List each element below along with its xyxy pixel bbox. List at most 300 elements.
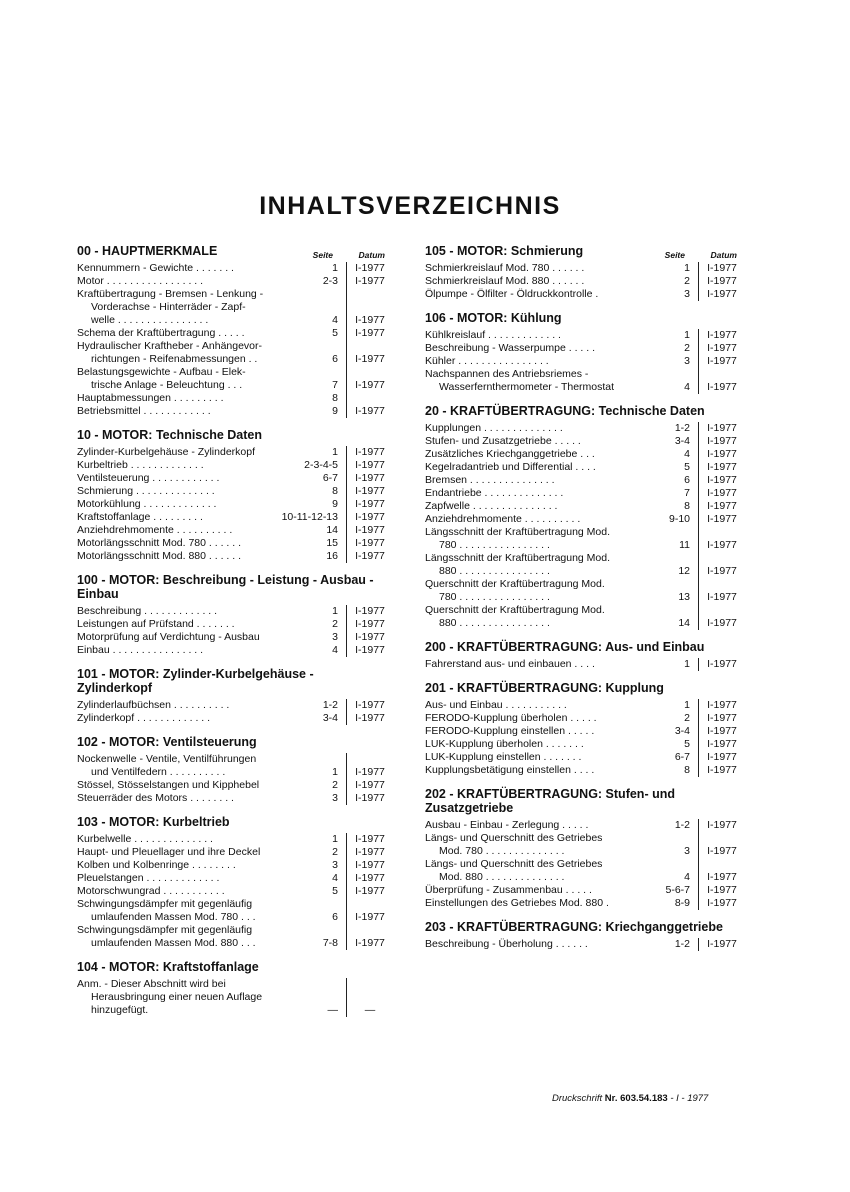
- entry-text: Stössel, Stösselstangen und Kipphebel: [77, 779, 260, 791]
- entry-page: 1: [684, 699, 690, 711]
- entry-page: 6-7: [674, 751, 690, 763]
- entry-page: 5: [332, 327, 338, 339]
- toc-entry: [77, 537, 393, 550]
- entry-text: Hauptabmessungen . . . . . . . . .: [77, 392, 224, 404]
- entry-text: Schmierkreislauf Mod. 780 . . . . . .: [425, 262, 585, 274]
- toc-entry: [77, 498, 393, 511]
- entry-text: Vorderachse - Hinterräder - Zapf-: [91, 301, 246, 313]
- entry-date: I-1977: [355, 618, 385, 630]
- entry-page: 4: [332, 644, 338, 656]
- toc-entry: [77, 275, 393, 288]
- entry-date: I-1977: [707, 342, 737, 354]
- section-heading-text: 100 - MOTOR: Beschreibung - Leistung - Ausbau - Einbau: [77, 573, 374, 601]
- entry-date: I-1977: [355, 353, 385, 365]
- entry-date: I-1977: [355, 779, 385, 791]
- entry-text: Endantriebe . . . . . . . . . . . . . .: [425, 487, 564, 499]
- entry-page: 3-4: [674, 725, 690, 737]
- entry-date: I-1977: [707, 819, 737, 831]
- entry-text: Kupplungsbetätigung einstellen . . . .: [425, 764, 595, 776]
- toc-entry: [77, 392, 393, 405]
- entry-text: 880 . . . . . . . . . . . . . . . .: [439, 565, 550, 577]
- toc-entry: [425, 461, 745, 474]
- entry-date: I-1977: [355, 459, 385, 471]
- toc-entry: [425, 845, 745, 858]
- column-divider: [346, 753, 347, 766]
- entry-page: 9-10: [668, 513, 690, 525]
- section-heading: [77, 735, 393, 749]
- toc-section: [77, 735, 393, 805]
- column-divider: [346, 366, 347, 379]
- entry-page: 4: [684, 448, 690, 460]
- entry-date: I-1977: [707, 897, 737, 909]
- toc-entry: [77, 472, 393, 485]
- entry-page: 5-6-7: [665, 884, 690, 896]
- toc-entry: [425, 712, 745, 725]
- datum-column-header: Datum: [358, 250, 385, 260]
- section-heading: [77, 815, 393, 829]
- entry-date: I-1977: [707, 448, 737, 460]
- section-heading: [425, 920, 745, 934]
- entry-page: 11: [679, 539, 690, 551]
- entry-date: I-1977: [355, 792, 385, 804]
- entry-page: 13: [678, 591, 690, 603]
- entry-text: Schwingungsdämpfer mit gegenläufig: [77, 924, 253, 936]
- column-divider: [346, 978, 347, 991]
- toc-entry: [77, 446, 393, 459]
- entry-date: I-1977: [355, 937, 385, 949]
- toc-entry: [77, 872, 393, 885]
- entry-date: I-1977: [707, 474, 737, 486]
- entry-date: I-1977: [355, 605, 385, 617]
- entry-page: 4: [332, 314, 338, 326]
- column-divider: [698, 858, 699, 871]
- entry-text: Kühlkreislauf . . . . . . . . . . . . .: [425, 329, 561, 341]
- toc-entry: [425, 262, 745, 275]
- toc-entry: [77, 314, 393, 327]
- toc-entry: [425, 617, 745, 630]
- entry-text: Überprüfung - Zusammenbau . . . . .: [425, 884, 592, 896]
- entry-text: und Ventilfedern . . . . . . . . . .: [91, 766, 226, 778]
- toc-entry: [77, 550, 393, 563]
- entry-date: I-1977: [355, 885, 385, 897]
- toc-entry: [425, 435, 745, 448]
- entry-text: 780 . . . . . . . . . . . . . . . .: [439, 539, 550, 551]
- entry-page: 8: [684, 500, 690, 512]
- entry-date: —: [364, 1004, 376, 1016]
- column-divider: [346, 991, 347, 1004]
- entry-page: 3: [684, 288, 690, 300]
- toc-entry: [425, 591, 745, 604]
- entry-text: Steuerräder des Motors . . . . . . . .: [77, 792, 234, 804]
- entry-page: 6: [332, 353, 338, 365]
- entry-date: I-1977: [707, 288, 737, 300]
- entry-date: I-1977: [355, 537, 385, 549]
- entry-page: 1: [684, 658, 690, 670]
- section-heading: [425, 311, 745, 325]
- toc-entry: [77, 859, 393, 872]
- toc-entry: [425, 578, 745, 591]
- entry-text: umlaufenden Massen Mod. 880 . . .: [91, 937, 256, 949]
- toc-entry: [77, 459, 393, 472]
- toc-entry: [77, 699, 393, 712]
- toc-entry: [425, 355, 745, 368]
- entry-text: Längs- und Querschnitt des Getriebes: [425, 858, 603, 870]
- entry-text: Beschreibung . . . . . . . . . . . . .: [77, 605, 218, 617]
- toc-entry: [425, 751, 745, 764]
- entry-page: 14: [326, 524, 338, 536]
- entry-page: 8: [332, 392, 338, 404]
- entry-page: 6: [684, 474, 690, 486]
- entry-text: Querschnitt der Kraftübertragung Mod.: [425, 578, 605, 590]
- entry-page: 2: [684, 712, 690, 724]
- seite-column-header: Seite: [312, 250, 333, 260]
- section-heading: [425, 787, 745, 815]
- footer-suffix: - I - 1977: [670, 1093, 709, 1104]
- toc-entry: [425, 884, 745, 897]
- entry-date: I-1977: [355, 631, 385, 643]
- toc-entry: [425, 275, 745, 288]
- entry-date: I-1977: [355, 327, 385, 339]
- entry-text: FERODO-Kupplung einstellen . . . . .: [425, 725, 595, 737]
- entry-date: I-1977: [355, 846, 385, 858]
- toc-entry: [77, 911, 393, 924]
- section-heading: [77, 428, 393, 442]
- entry-date: I-1977: [355, 379, 385, 391]
- entry-page: 1: [332, 833, 338, 845]
- entry-text: Kolben und Kolbenringe . . . . . . . .: [77, 859, 236, 871]
- entry-page: 7: [684, 487, 690, 499]
- toc-entry: [425, 342, 745, 355]
- entry-date: I-1977: [707, 751, 737, 763]
- entry-date: I-1977: [355, 644, 385, 656]
- entry-date: I-1977: [707, 658, 737, 670]
- entry-date: I-1977: [355, 872, 385, 884]
- entry-page: —: [327, 1004, 338, 1016]
- entry-text: Bremsen . . . . . . . . . . . . . . .: [425, 474, 555, 486]
- entry-date: I-1977: [707, 725, 737, 737]
- entry-text: Anm. - Dieser Abschnitt wird bei: [77, 978, 226, 990]
- entry-date: I-1977: [355, 712, 385, 724]
- section-heading-text: 20 - KRAFTÜBERTRAGUNG: Technische Daten: [425, 404, 705, 418]
- entry-date: I-1977: [707, 513, 737, 525]
- entry-date: I-1977: [707, 712, 737, 724]
- entry-page: 1-2: [674, 938, 690, 950]
- entry-text: Kegelradantrieb und Differential . . . .: [425, 461, 596, 473]
- entry-date: I-1977: [707, 435, 737, 447]
- section-heading: [77, 960, 393, 974]
- entry-date: I-1977: [707, 329, 737, 341]
- toc-entry: [77, 288, 393, 301]
- toc-entry: [77, 618, 393, 631]
- entry-text: Fahrerstand aus- und einbauen . . . .: [425, 658, 595, 670]
- toc-entry: [425, 552, 745, 565]
- entry-date: I-1977: [707, 764, 737, 776]
- entry-text: Anziehdrehmomente . . . . . . . . . .: [77, 524, 233, 536]
- left-column: [77, 244, 393, 1027]
- entry-page: 10-11-12-13: [281, 511, 338, 523]
- toc-entry: [425, 938, 745, 951]
- entry-page: 6-7: [322, 472, 338, 484]
- entry-page: 5: [332, 885, 338, 897]
- entry-text: Anziehdrehmomente . . . . . . . . . .: [425, 513, 581, 525]
- entry-page: 2: [684, 275, 690, 287]
- section-heading-text: 101 - MOTOR: Zylinder-Kurbelgehäuse - Zylinderkopf: [77, 667, 314, 695]
- entry-page: 3-4: [322, 712, 338, 724]
- entry-page: 14: [678, 617, 690, 629]
- toc-section: [425, 640, 745, 671]
- entry-date: I-1977: [707, 938, 737, 950]
- entry-page: 12: [678, 565, 690, 577]
- toc-entry: [425, 422, 745, 435]
- entry-date: I-1977: [707, 565, 737, 577]
- section-heading: [425, 681, 745, 695]
- column-divider: [698, 832, 699, 845]
- entry-page: 1: [332, 446, 338, 458]
- entry-date: I-1977: [707, 738, 737, 750]
- entry-page: 8: [684, 764, 690, 776]
- entry-text: Beschreibung - Wasserpumpe . . . . .: [425, 342, 596, 354]
- toc-entry: [425, 604, 745, 617]
- entry-page: 1-2: [674, 819, 690, 831]
- column-divider: [346, 898, 347, 911]
- right-column: [425, 244, 745, 961]
- entry-date: I-1977: [707, 884, 737, 896]
- toc-entry: [425, 474, 745, 487]
- entry-text: Längsschnitt der Kraftübertragung Mod.: [425, 526, 611, 538]
- toc-section: [77, 960, 393, 1017]
- toc-entry: [425, 858, 745, 871]
- toc-entry: [77, 524, 393, 537]
- entry-page: 4: [684, 871, 690, 883]
- toc-entry: [77, 340, 393, 353]
- toc-entry: [425, 832, 745, 845]
- entry-date: I-1977: [355, 498, 385, 510]
- entry-text: Hydraulischer Kraftheber - Anhängevor-: [77, 340, 263, 352]
- entry-text: Schmierkreislauf Mod. 880 . . . . . .: [425, 275, 585, 287]
- entry-date: I-1977: [707, 699, 737, 711]
- toc-entry: [77, 327, 393, 340]
- toc-entry: [77, 978, 393, 991]
- entry-page: 1: [332, 605, 338, 617]
- toc-entry: [77, 792, 393, 805]
- entry-text: Kurbeltrieb . . . . . . . . . . . . .: [77, 459, 204, 471]
- entry-text: Herausbringung einer neuen Auflage: [91, 991, 263, 1003]
- toc-entry: [425, 871, 745, 884]
- section-heading-text: 10 - MOTOR: Technische Daten: [77, 428, 262, 442]
- footer-label: Druckschrift: [552, 1093, 603, 1104]
- toc-entry: [77, 366, 393, 379]
- entry-text: umlaufenden Massen Mod. 780 . . .: [91, 911, 256, 923]
- entry-date: I-1977: [355, 833, 385, 845]
- column-divider: [698, 604, 699, 617]
- entry-text: Ausbau - Einbau - Zerlegung . . . . .: [425, 819, 589, 831]
- toc-entry: [425, 819, 745, 832]
- entry-text: Zusätzliches Kriechganggetriebe . . .: [425, 448, 595, 460]
- entry-text: Nockenwelle - Ventile, Ventilführungen: [77, 753, 257, 765]
- entry-date: I-1977: [707, 487, 737, 499]
- toc-entry: [77, 485, 393, 498]
- entry-text: Motorprüfung auf Verdichtung - Ausbau: [77, 631, 260, 643]
- toc-section: [425, 404, 745, 630]
- toc-entry: [425, 288, 745, 301]
- entry-date: I-1977: [707, 871, 737, 883]
- entry-text: trische Anlage - Beleuchtung . . .: [91, 379, 243, 391]
- toc-entry: [77, 779, 393, 792]
- section-heading: [77, 244, 393, 258]
- section-heading: [425, 640, 745, 654]
- entry-text: Kühler . . . . . . . . . . . . . . . .: [425, 355, 549, 367]
- entry-page: 3: [332, 631, 338, 643]
- entry-date: I-1977: [355, 550, 385, 562]
- entry-page: 2-3: [322, 275, 338, 287]
- toc-entry: [425, 526, 745, 539]
- toc-section: [77, 667, 393, 725]
- section-heading-text: 106 - MOTOR: Kühlung: [425, 311, 562, 325]
- entry-page: 8: [332, 485, 338, 497]
- toc-entry: [77, 766, 393, 779]
- toc-entry: [425, 738, 745, 751]
- toc-entry: [425, 448, 745, 461]
- entry-text: richtungen - Reifenabmessungen . .: [91, 353, 258, 365]
- toc-section: [425, 920, 745, 951]
- entry-date: I-1977: [355, 766, 385, 778]
- footer: [552, 1093, 708, 1104]
- entry-page: 3: [332, 859, 338, 871]
- entry-text: Haupt- und Pleuellager und ihre Deckel: [77, 846, 261, 858]
- seite-column-header: Seite: [664, 250, 685, 260]
- toc-entry: [77, 405, 393, 418]
- entry-date: I-1977: [707, 461, 737, 473]
- toc-entry: [425, 725, 745, 738]
- section-heading: [77, 573, 393, 601]
- column-divider: [346, 340, 347, 353]
- entry-page: 2: [332, 846, 338, 858]
- entry-text: LUK-Kupplung überholen . . . . . . .: [425, 738, 584, 750]
- column-divider: [346, 392, 347, 405]
- entry-text: Nachspannen des Antriebsriemes -: [425, 368, 589, 380]
- section-heading-text: 200 - KRAFTÜBERTRAGUNG: Aus- und Einbau: [425, 640, 705, 654]
- section-heading: [77, 667, 393, 695]
- entry-text: Beschreibung - Überholung . . . . . .: [425, 938, 588, 950]
- toc-entry: [425, 658, 745, 671]
- toc-entry: [425, 565, 745, 578]
- entry-text: Belastungsgewichte - Aufbau - Elek-: [77, 366, 246, 378]
- toc-entry: [425, 699, 745, 712]
- entry-page: 2-3-4-5: [304, 459, 338, 471]
- entry-text: Stufen- und Zusatzgetriebe . . . . .: [425, 435, 581, 447]
- entry-text: Zylinder-Kurbelgehäuse - Zylinderkopf: [77, 446, 256, 458]
- entry-text: hinzugefügt.: [91, 1004, 149, 1016]
- entry-page: 3: [684, 845, 690, 857]
- entry-text: Kurbelwelle . . . . . . . . . . . . . .: [77, 833, 213, 845]
- toc-entry: [77, 712, 393, 725]
- toc-entry: [77, 898, 393, 911]
- entry-text: Kupplungen . . . . . . . . . . . . . .: [425, 422, 563, 434]
- entry-text: Aus- und Einbau . . . . . . . . . . .: [425, 699, 567, 711]
- toc-entry: [77, 631, 393, 644]
- section-heading-text: 201 - KRAFTÜBERTRAGUNG: Kupplung: [425, 681, 664, 695]
- entry-text: Mod. 780 . . . . . . . . . . . . . .: [439, 845, 565, 857]
- entry-date: I-1977: [707, 355, 737, 367]
- entry-text: Schwingungsdämpfer mit gegenläufig: [77, 898, 253, 910]
- entry-page: 1: [684, 329, 690, 341]
- toc-entry: [77, 924, 393, 937]
- column-divider: [698, 552, 699, 565]
- entry-page: 5: [684, 461, 690, 473]
- entry-text: Schmierung . . . . . . . . . . . . . .: [77, 485, 215, 497]
- entry-text: Einstellungen des Getriebes Mod. 880 .: [425, 897, 609, 909]
- entry-page: 9: [332, 498, 338, 510]
- entry-date: I-1977: [707, 500, 737, 512]
- toc-entry: [77, 379, 393, 392]
- entry-page: 4: [332, 872, 338, 884]
- toc-section: [77, 244, 393, 418]
- entry-page: 16: [326, 550, 338, 562]
- toc-section: [77, 815, 393, 950]
- toc-entry: [425, 897, 745, 910]
- toc-entry: [425, 500, 745, 513]
- toc-section: [77, 573, 393, 657]
- entry-page: 15: [326, 537, 338, 549]
- entry-date: I-1977: [355, 446, 385, 458]
- entry-text: FERODO-Kupplung überholen . . . . .: [425, 712, 597, 724]
- entry-page: 3-4: [674, 435, 690, 447]
- entry-page: 1-2: [322, 699, 338, 711]
- toc-entry: [77, 511, 393, 524]
- toc-entry: [77, 301, 393, 314]
- entry-text: 780 . . . . . . . . . . . . . . . .: [439, 591, 550, 603]
- entry-text: Längsschnitt der Kraftübertragung Mod.: [425, 552, 611, 564]
- entry-date: I-1977: [707, 845, 737, 857]
- entry-text: Betriebsmittel . . . . . . . . . . . .: [77, 405, 211, 417]
- footer-nr-label: Nr.: [604, 1093, 618, 1104]
- toc-entry: [77, 833, 393, 846]
- toc-section: [425, 244, 745, 301]
- toc-section: [425, 311, 745, 394]
- entry-page: 6: [332, 911, 338, 923]
- entry-text: LUK-Kupplung einstellen . . . . . . .: [425, 751, 582, 763]
- entry-date: I-1977: [355, 911, 385, 923]
- entry-date: I-1977: [355, 314, 385, 326]
- entry-page: 1: [332, 766, 338, 778]
- toc-entry: [425, 381, 745, 394]
- entry-text: Schema der Kraftübertragung . . . . .: [77, 327, 245, 339]
- entry-date: I-1977: [355, 511, 385, 523]
- column-divider: [346, 288, 347, 301]
- toc-entry: [77, 605, 393, 618]
- toc-section: [77, 428, 393, 563]
- entry-page: 2: [684, 342, 690, 354]
- entry-text: Kraftstoffanlage . . . . . . . . .: [77, 511, 203, 523]
- entry-text: welle . . . . . . . . . . . . . . . .: [91, 314, 209, 326]
- entry-page: 5: [684, 738, 690, 750]
- entry-page: 1: [684, 262, 690, 274]
- entry-date: I-1977: [707, 617, 737, 629]
- entry-page: 1: [332, 262, 338, 274]
- entry-text: Kennummern - Gewichte . . . . . . .: [77, 262, 234, 274]
- entry-text: Einbau . . . . . . . . . . . . . . . .: [77, 644, 204, 656]
- column-divider: [346, 924, 347, 937]
- toc-entry: [77, 644, 393, 657]
- column-divider: [698, 578, 699, 591]
- entry-page: 1-2: [674, 422, 690, 434]
- section-heading-text: 102 - MOTOR: Ventilsteuerung: [77, 735, 257, 749]
- entry-text: 880 . . . . . . . . . . . . . . . .: [439, 617, 550, 629]
- entry-page: 7: [332, 379, 338, 391]
- column-divider: [698, 368, 699, 381]
- page-title: INHALTSVERZEICHNIS: [259, 192, 561, 220]
- entry-text: Motorlängsschnitt Mod. 780 . . . . . .: [77, 537, 241, 549]
